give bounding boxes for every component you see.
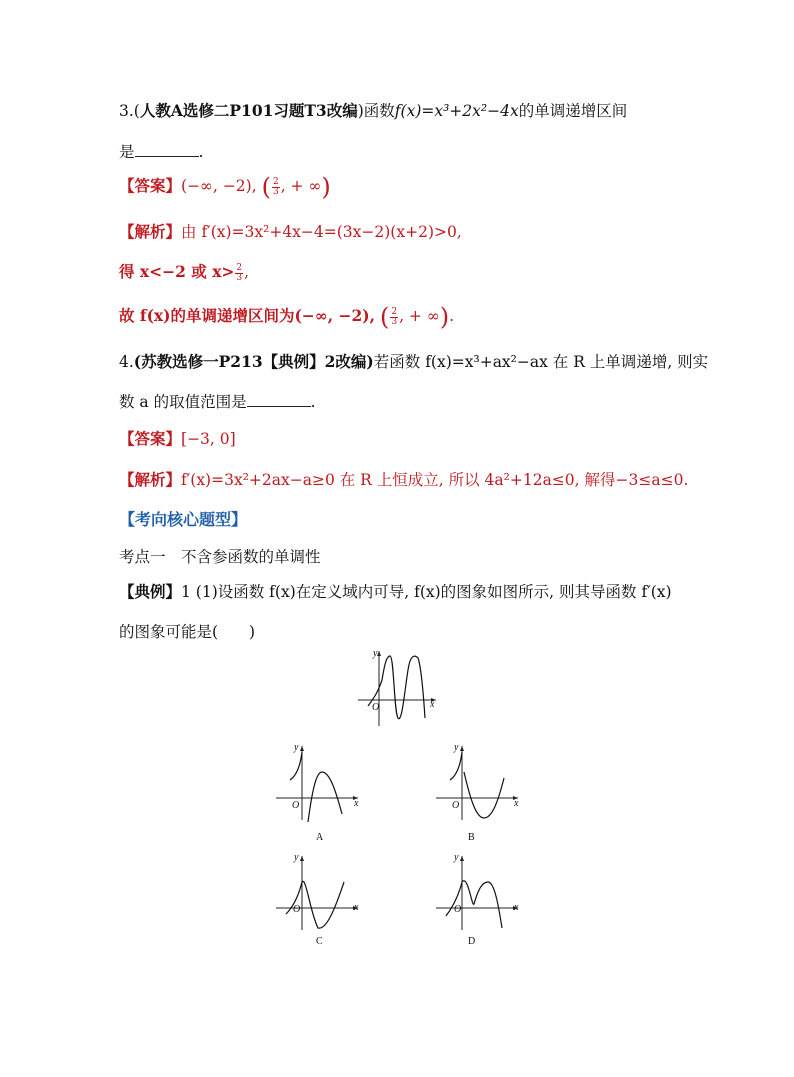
q4-period: . (310, 393, 316, 411)
q4-number: 4. (119, 353, 134, 371)
q3-analysis-line1 (119, 222, 462, 242)
q3-stem-line2 (119, 142, 203, 162)
option-d-label: D (468, 936, 476, 947)
q3-analysis-2-comma: , (244, 263, 250, 281)
q4-line2: 数 a 的取值范围是 (119, 393, 247, 411)
q4-source: (苏教选修一P213【典例】2改编) (133, 352, 374, 371)
q3-stem-tail: 的单调递增区间 (518, 102, 628, 120)
main-graph (350, 648, 445, 728)
q4-answer-label: 【答案】 (119, 429, 182, 448)
d-origin-label: O (454, 904, 462, 915)
q4-answer-line (119, 429, 236, 449)
q3-line2: 是 (119, 143, 135, 161)
b-origin-label: O (452, 800, 460, 811)
q3-analysis-fraction-2: $\frac{2}{3}$ (391, 306, 398, 327)
example-label: 【典例】 (119, 582, 182, 601)
q3-analysis-paren-close: ) (439, 303, 450, 331)
q3-analysis-period: . (449, 307, 455, 325)
q3-analysis-1: 由 f′(x)=3x²+4x−4=(3x−2)(x+2)>0, (181, 223, 462, 241)
q4-answer-text: [−3, 0] (181, 430, 236, 448)
section-point: 考点一 不含参函数的单调性 (119, 548, 321, 566)
a-y-label: y (294, 742, 299, 753)
example-line2: 的图象可能是( ) (119, 623, 256, 641)
q3-answer-label: 【答案】 (119, 176, 182, 195)
a-origin-label: O (292, 800, 300, 811)
q3-period: . (198, 143, 204, 161)
q3-analysis-3-tail: , + ∞ (399, 307, 440, 325)
q4-stem-line2 (119, 392, 316, 412)
b-y-label: y (454, 742, 459, 753)
q3-source-open: ( (133, 102, 140, 120)
b-x-label: x (514, 798, 519, 809)
q3-answer-fraction: $\frac{2}{3}$ (272, 176, 279, 197)
q3-analysis-paren-open: ( (379, 303, 390, 331)
q3-analysis-3: 故 f(x)的单调递增区间为(−∞, −2), (119, 306, 376, 325)
main-y-label: y (373, 648, 378, 659)
section-heading: 【考向核心题型】 (119, 510, 248, 529)
option-c-graph (272, 852, 367, 932)
q3-analysis-line2 (119, 262, 249, 283)
c-origin-label: O (293, 904, 301, 915)
q3-source-close: ) (357, 102, 364, 120)
option-a-graph (272, 742, 367, 822)
c-x-label: x (354, 902, 359, 913)
d-y-label: y (454, 852, 459, 863)
main-x-label: x (430, 699, 435, 710)
q4-analysis-line (119, 470, 688, 490)
q4-answer-blank (247, 392, 311, 407)
a-x-label: x (354, 798, 359, 809)
option-a-label: A (316, 832, 324, 843)
q3-answer-paren-open: ( (261, 173, 271, 201)
q3-stem: 函数 (363, 102, 395, 120)
q3-analysis-line3 (119, 303, 455, 331)
q3-analysis-fraction: $\frac{2}{3}$ (236, 262, 243, 283)
q3-number: 3. (119, 102, 134, 120)
q3-answer-blank (135, 142, 199, 157)
q3-answer-line (119, 173, 331, 201)
option-d-graph (432, 852, 527, 932)
q4-stem-line (119, 352, 708, 372)
q4-analysis-text: f′(x)=3x²+2ax−a≥0 在 R 上恒成立, 所以 4a²+12a≤0, 解得−3≤a≤0. (181, 471, 689, 489)
c-y-label: y (294, 852, 299, 863)
q3-source: 人教A选修二P101习题T3改编 (139, 101, 358, 120)
q3-stem-line (119, 101, 627, 121)
q3-analysis-label: 【解析】 (119, 222, 182, 241)
q3-expr: f(x)=x³+2x²−4x (394, 102, 519, 120)
option-c-label: C (316, 936, 323, 947)
option-b-graph (432, 742, 527, 822)
example-text: 1 (1)设函数 f(x)在定义域内可导, f(x)的图象如图所示, 则其导函数 f′(x) (181, 583, 672, 601)
q4-analysis-label: 【解析】 (119, 470, 182, 489)
q3-answer-paren-close: ) (321, 173, 331, 201)
main-origin-label: O (372, 702, 380, 713)
q3-answer-text: (−∞, −2), (181, 177, 257, 195)
q3-analysis-2: 得 x<−2 或 x> (119, 262, 235, 281)
example-line1 (119, 582, 672, 602)
d-x-label: x (514, 902, 519, 913)
q3-answer-tail: , + ∞ (280, 177, 322, 195)
option-b-label: B (468, 832, 475, 843)
q4-stem: 若函数 f(x)=x³+ax²−ax 在 R 上单调递增, 则实 (373, 353, 709, 371)
